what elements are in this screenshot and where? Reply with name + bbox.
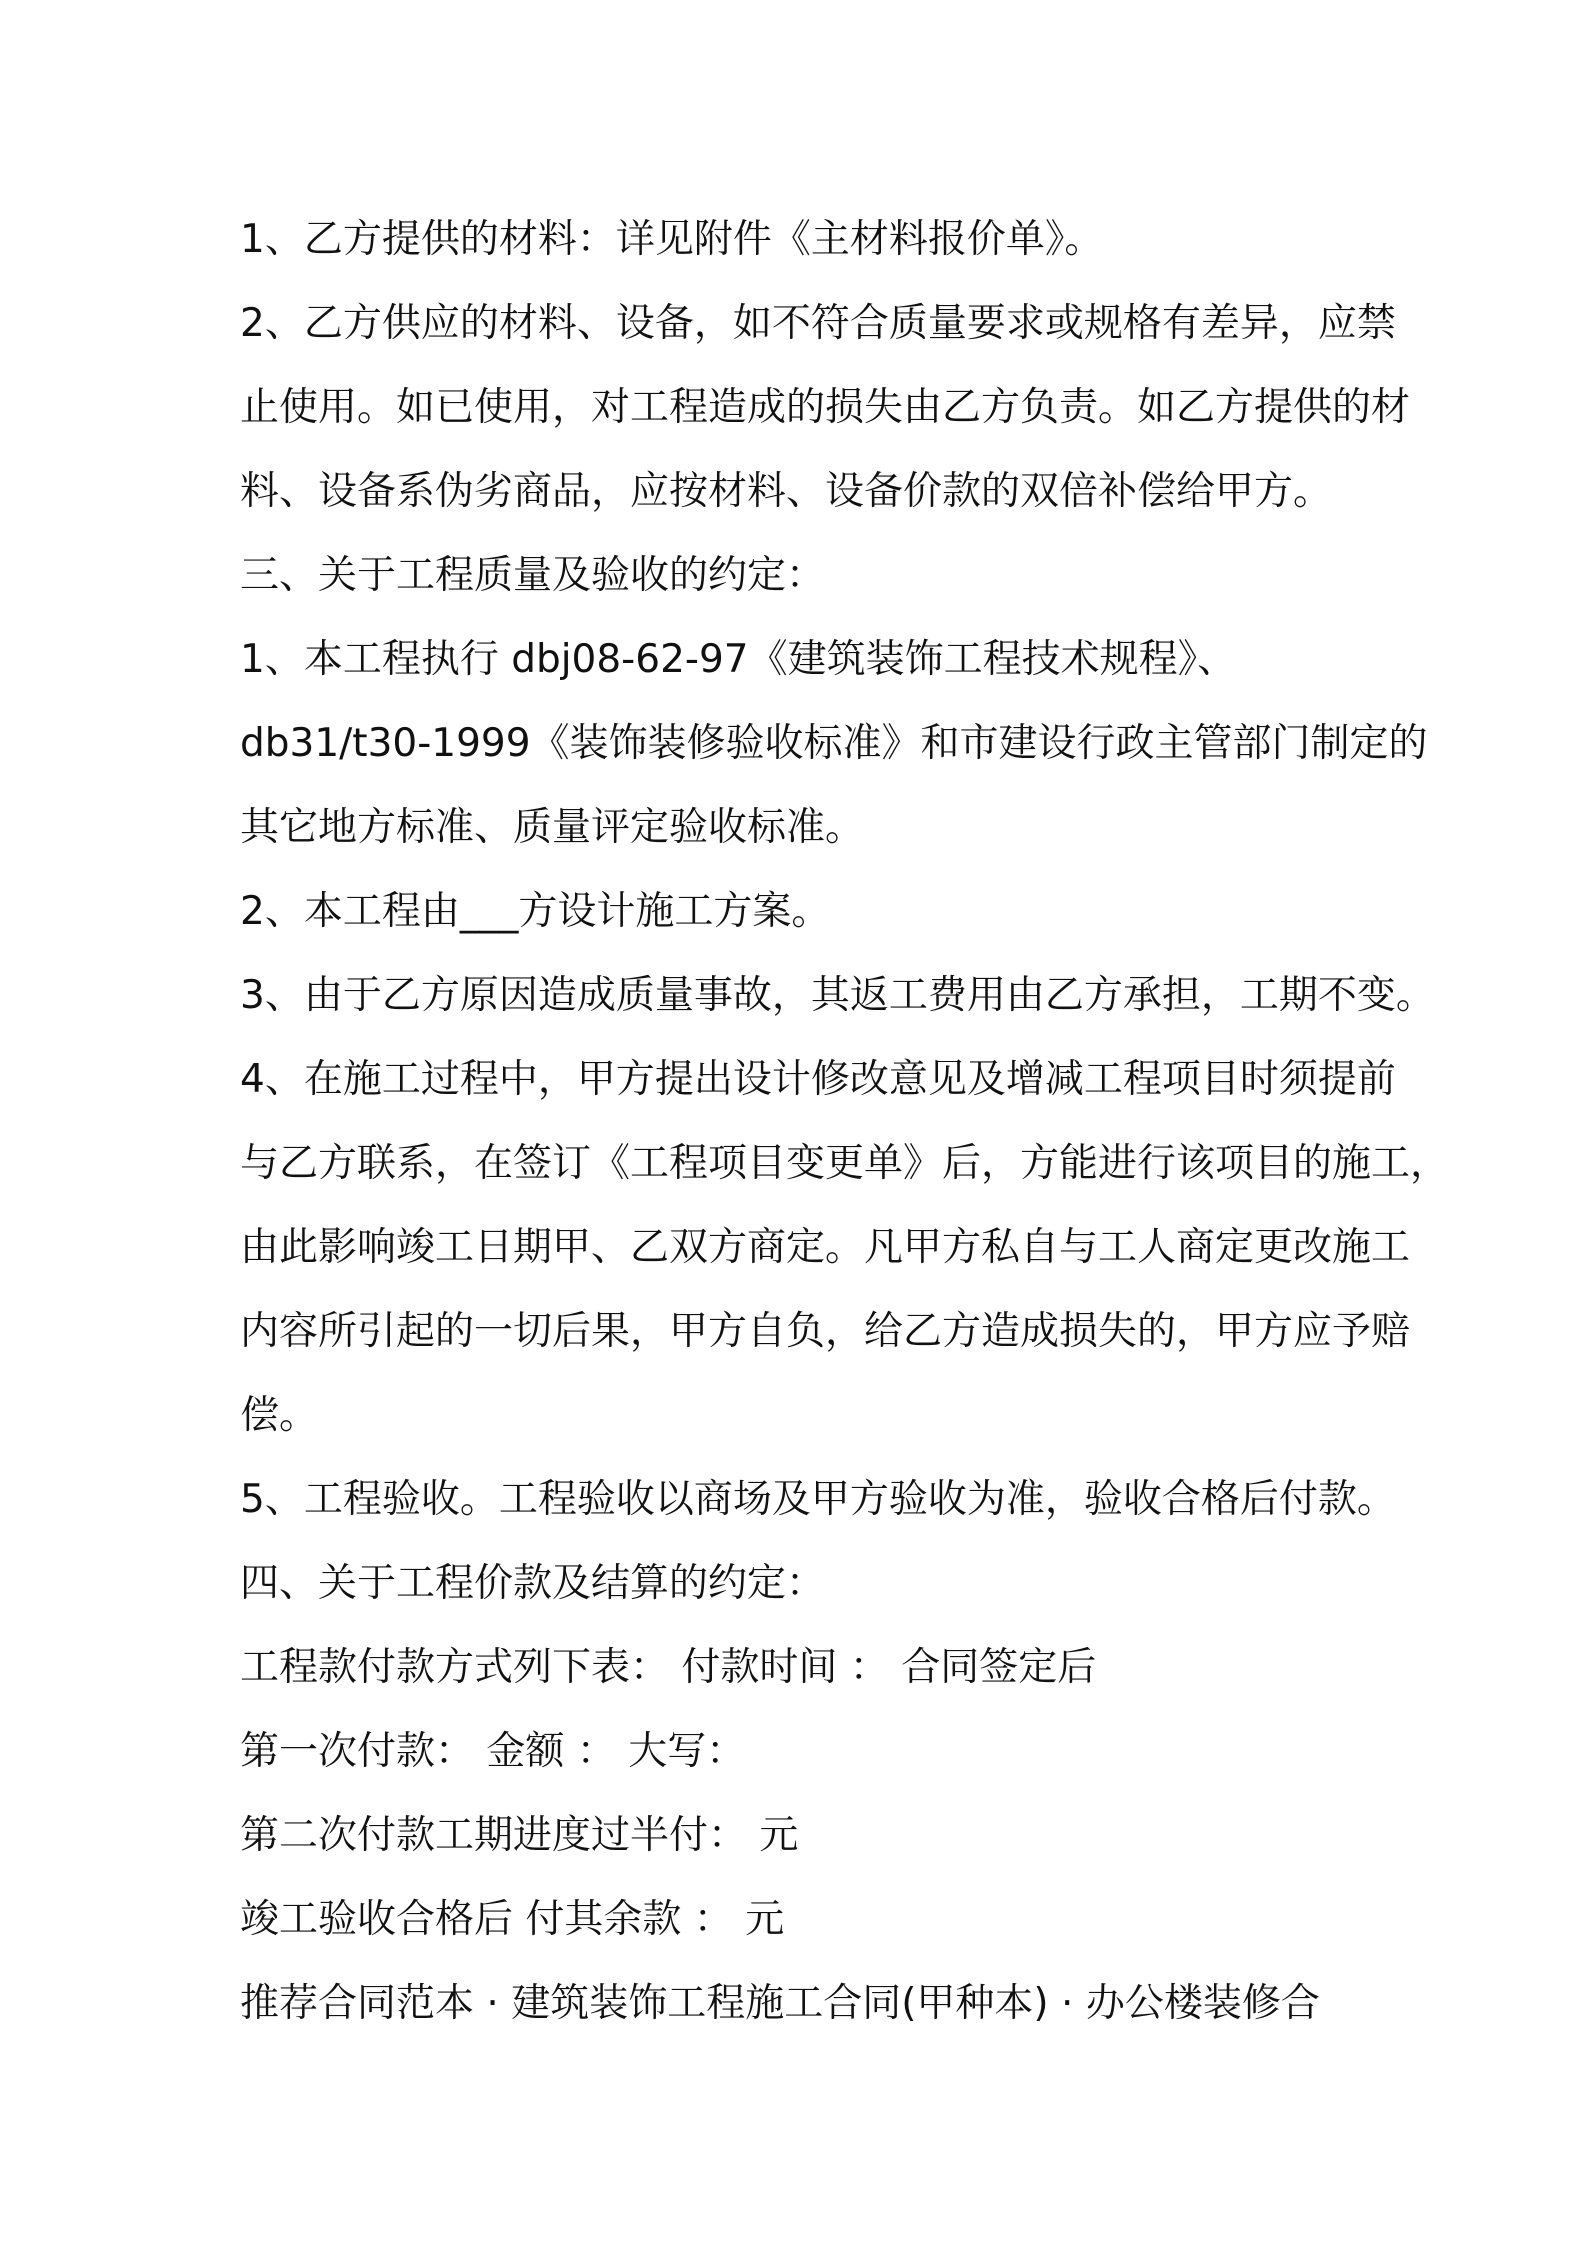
text-line: 2、本工程由___方设计施工方案。 xyxy=(240,889,831,934)
text-line: 3、由于乙方原因造成质量事故，其返工费用由乙方承担，工期不变。 xyxy=(240,973,1435,1018)
text-line: 2、乙方供应的材料、设备，如不符合质量要求或规格有差异，应禁 xyxy=(240,301,1396,346)
text-line: 竣工验收合格后 付其余款 ： 元 xyxy=(240,1897,785,1942)
text-line: 第二次付款工期进度过半付： 元 xyxy=(240,1813,799,1858)
text-line: 4、在施工过程中，甲方提出设计修改意见及增减工程项目时须提前 xyxy=(240,1057,1396,1102)
recommended-templates-line: 推荐合同范本 · 建筑装饰工程施工合同(甲种本) · 办公楼装修合 xyxy=(240,1981,1320,2026)
text-line: 5、工程验收。工程验收以商场及甲方验收为准，验收合格后付款。 xyxy=(240,1477,1396,1522)
text-line: 料、设备系伪劣商品，应按材料、设备价款的双倍补偿给甲方。 xyxy=(240,469,1333,514)
text-line: 1、乙方提供的材料：详见附件《主材料报价单》。 xyxy=(240,217,1104,262)
text-line: 与乙方联系，在签订《工程项目变更单》后，方能进行该项目的施工， xyxy=(240,1141,1450,1186)
text-line: db31/t30-1999《装饰装修验收标准》和市建设行政主管部门制定的 xyxy=(240,721,1428,766)
section-heading: 四、关于工程价款及结算的约定： xyxy=(240,1561,826,1606)
text-line: 其它地方标准、质量评定验收标准。 xyxy=(240,805,865,850)
text-line: 偿。 xyxy=(240,1393,319,1438)
text-line: 由此影响竣工日期甲、乙双方商定。凡甲方私自与工人商定更改施工 xyxy=(240,1225,1411,1270)
text-line: 工程款付款方式列下表： 付款时间 ： 合同签定后 xyxy=(240,1645,1097,1690)
text-line: 内容所引起的一切后果，甲方自负，给乙方造成损失的，甲方应予赔 xyxy=(240,1309,1411,1354)
section-heading: 三、关于工程质量及验收的约定： xyxy=(240,553,826,598)
text-line: 第一次付款： 金额 ： 大写： xyxy=(240,1729,746,1774)
text-line: 1、本工程执行 dbj08-62-97《建筑装饰工程技术规程》、 xyxy=(240,637,1237,682)
text-line: 止使用。如已使用，对工程造成的损失由乙方负责。如乙方提供的材 xyxy=(240,385,1411,430)
